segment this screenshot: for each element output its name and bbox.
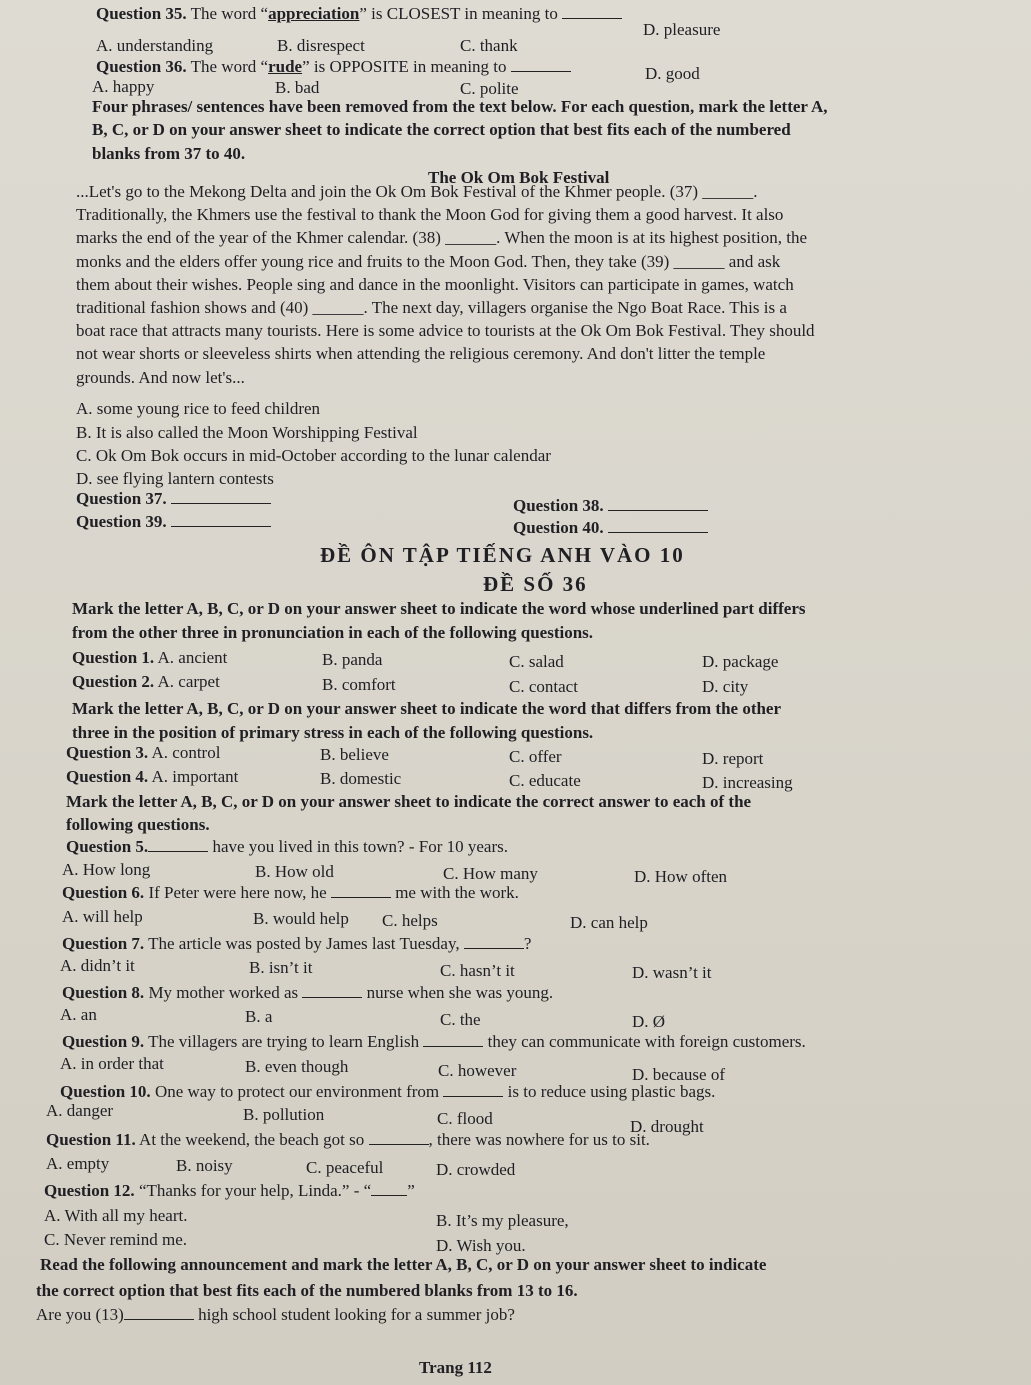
- answer-line-38: [513, 496, 708, 516]
- q35-option-b: B. disrespect: [277, 36, 365, 55]
- q5-option-b: B. How old: [255, 862, 334, 881]
- q5-option-c: C. How many: [443, 864, 538, 883]
- passage-line: boat race that attracts many tourists. Here is some advice to tourists at the Ok Om Bok Festival. They should: [76, 321, 815, 341]
- q6-stem-part2: me with the work.: [390, 883, 519, 902]
- q4-option-b: B. domestic: [320, 769, 402, 788]
- q10-option-d: D. drought: [630, 1117, 704, 1136]
- q35-option-c: C. thank: [460, 36, 518, 55]
- answer-line-37: [76, 489, 271, 509]
- passage-body: [76, 180, 1002, 389]
- q35-keyword: appreciation: [268, 4, 360, 23]
- answer-label-37: Question 37.: [76, 489, 167, 508]
- q10-option-b: B. pollution: [243, 1105, 325, 1124]
- q4-label: Question 4.: [66, 767, 149, 786]
- q36-stem-part1: The word “: [190, 57, 269, 76]
- q2-label: Question 2.: [72, 672, 155, 691]
- answer-label-38: Question 38.: [513, 496, 604, 515]
- q7-stem-part2: ?: [523, 934, 532, 953]
- answer-line-40: [513, 518, 708, 538]
- q12-option-c: C. Never remind me.: [44, 1230, 188, 1249]
- q3-option-d: D. report: [702, 749, 764, 768]
- q12-stem-part1: “Thanks for your help, Linda.” - “: [134, 1181, 372, 1200]
- q7-option-c: C. hasn’t it: [440, 961, 515, 980]
- q11-label: Question 11.: [46, 1130, 136, 1149]
- q3-option-a: A. control: [151, 743, 221, 762]
- q9-blank: [423, 1034, 483, 1047]
- instruction-37-40-line2: B, C, or D on your answer sheet to indicate the correct option that best fits each of the numbered: [92, 120, 791, 139]
- q35-stem-part1: The word “: [190, 4, 269, 23]
- q5-option-d: D. How often: [634, 867, 728, 886]
- q3-option-c: C. offer: [509, 747, 562, 766]
- q7-stem: [62, 934, 531, 954]
- q7-option-b: B. isn’t it: [249, 958, 313, 977]
- q3-label: Question 3.: [66, 743, 149, 762]
- q11-blank: [369, 1132, 429, 1145]
- q3-option-b: B. believe: [320, 745, 389, 764]
- q36-blank: [511, 59, 571, 72]
- q7-stem-part1: The article was posted by James last Tuesday,: [144, 934, 464, 953]
- answer-blank-38: [608, 498, 708, 511]
- q36-option-d: D. good: [645, 64, 700, 83]
- q6-option-a: A. will help: [62, 907, 143, 926]
- q10-blank: [443, 1084, 503, 1097]
- answer-blank-37: [171, 491, 271, 504]
- q2-option-a: A. carpet: [157, 672, 220, 691]
- passage-line: marks the end of the year of the Khmer calendar. (38) ______. When the moon is at its highest position, the: [76, 228, 807, 248]
- q4-option-c: C. educate: [509, 771, 581, 790]
- q36-keyword: rude: [268, 57, 303, 76]
- q11-stem-part1: At the weekend, the beach got so: [135, 1130, 369, 1149]
- q11-stem-part2: , there was nowhere for us to sit.: [428, 1130, 650, 1149]
- q12-blank: [371, 1183, 407, 1196]
- q1-label: Question 1.: [72, 648, 155, 667]
- q13-stem: [36, 1305, 515, 1325]
- q5-option-a: A. How long: [62, 860, 151, 879]
- q5-stem: [66, 837, 508, 857]
- passage-line: them about their wishes. People sing and dance in the moonlight. Visitors can participate in games, watch: [76, 274, 794, 294]
- instruction-stress-line2: three in the position of primary stress in each of the following questions.: [72, 723, 594, 742]
- q9-option-d: D. because of: [632, 1065, 725, 1084]
- answer-line-39: [76, 512, 271, 532]
- q10-option-c: C. flood: [437, 1109, 493, 1128]
- q2-option-b: B. comfort: [322, 675, 396, 694]
- q35-option-d: D. pleasure: [643, 20, 721, 39]
- q35-stem: [96, 4, 622, 24]
- exam-heading: ĐỀ ÔN TẬP TIẾNG ANH VÀO 10: [320, 543, 685, 567]
- instruction-correct-answer-line2: following questions.: [66, 815, 210, 834]
- q2-row: [72, 672, 220, 692]
- q11-option-c: C. peaceful: [306, 1158, 384, 1177]
- answer-blank-39: [171, 514, 271, 527]
- q7-label: Question 7.: [62, 934, 145, 953]
- q9-option-b: B. even though: [245, 1057, 349, 1076]
- exam-number: ĐỀ SỐ 36: [483, 572, 588, 596]
- q35-blank: [562, 6, 622, 19]
- q8-option-d: D. Ø: [632, 1012, 666, 1031]
- instruction-37-40-line3: blanks from 37 to 40.: [92, 144, 246, 163]
- instruction-announcement-line1: Read the following announcement and mark the letter A, B, C, or D on your answer sheet to indicate: [40, 1255, 767, 1274]
- passage-option-c: C. Ok Om Bok occurs in mid-October according to the lunar calendar: [76, 446, 551, 465]
- q8-stem-part1: My mother worked as: [144, 983, 303, 1002]
- instruction-pronunciation-line2: from the other three in pronunciation in each of the following questions.: [72, 623, 594, 642]
- passage-line: monks and the elders offer young rice and fruits to the Moon God. Then, they take (39) ______ and ask: [76, 251, 781, 271]
- q4-option-a: A. important: [151, 767, 239, 786]
- passage-option-d: D. see flying lantern contests: [76, 469, 274, 488]
- q6-label: Question 6.: [62, 883, 145, 902]
- q9-option-c: C. however: [438, 1061, 517, 1080]
- q12-stem: [44, 1181, 415, 1201]
- q1-option-d: D. package: [702, 652, 779, 671]
- q6-stem: [62, 883, 519, 903]
- q36-stem-part2: ” is OPPOSITE in meaning to: [302, 57, 507, 76]
- q10-stem: [60, 1082, 715, 1102]
- q11-stem: [46, 1130, 650, 1150]
- q5-blank: [148, 839, 208, 852]
- q11-option-b: B. noisy: [176, 1156, 233, 1175]
- q13-stem-part1: Are you (13): [36, 1305, 124, 1324]
- passage-title: The Ok Om Bok Festival: [428, 168, 610, 187]
- q6-option-d: D. can help: [570, 913, 648, 932]
- q5-stem-part2: have you lived in this town? - For 10 years.: [208, 837, 508, 856]
- q9-label: Question 9.: [62, 1032, 145, 1051]
- q6-stem-part1: If Peter were here now, he: [144, 883, 331, 902]
- q1-row: [72, 648, 227, 668]
- answer-blank-40: [608, 520, 708, 533]
- q8-option-a: A. an: [60, 1005, 97, 1024]
- q6-option-c: C. helps: [382, 911, 438, 930]
- q8-stem-part2: nurse when she was young.: [362, 983, 554, 1002]
- page-number: Trang 112: [419, 1358, 492, 1377]
- q8-blank: [302, 985, 362, 998]
- q9-option-a: A. in order that: [60, 1054, 164, 1073]
- q9-stem-part1: The villagers are trying to learn English: [144, 1032, 424, 1051]
- passage-line: ...Let's go to the Mekong Delta and join the Ok Om Bok Festival of the Khmer people. (37) ______.: [76, 182, 758, 201]
- q12-option-b: B. It’s my pleasure,: [436, 1211, 569, 1230]
- q6-blank: [331, 885, 391, 898]
- q9-stem-part2: they can communicate with foreign customers.: [483, 1032, 806, 1051]
- q7-option-d: D. wasn’t it: [632, 963, 712, 982]
- q35-stem-part2: ” is CLOSEST in meaning to: [359, 4, 558, 23]
- q36-option-a: A. happy: [92, 77, 155, 96]
- q13-stem-part2: high school student looking for a summer job?: [193, 1305, 515, 1324]
- q36-label: Question 36.: [96, 57, 187, 76]
- q2-option-d: D. city: [702, 677, 749, 696]
- q4-row: [66, 767, 238, 787]
- passage-line: grounds. And now let's...: [76, 367, 245, 387]
- q2-option-c: C. contact: [509, 677, 578, 696]
- q1-option-c: C. salad: [509, 652, 564, 671]
- q1-option-a: A. ancient: [157, 648, 228, 667]
- q11-option-d: D. crowded: [436, 1160, 516, 1179]
- q8-option-c: C. the: [440, 1010, 481, 1029]
- instruction-stress-line1: Mark the letter A, B, C, or D on your answer sheet to indicate the word that differs from the other: [72, 699, 782, 718]
- q1-option-b: B. panda: [322, 650, 383, 669]
- q11-option-a: A. empty: [46, 1154, 110, 1173]
- q12-stem-part2: ”: [407, 1181, 415, 1200]
- q36-option-c: C. polite: [460, 79, 519, 98]
- q12-label: Question 12.: [44, 1181, 135, 1200]
- passage-option-a: A. some young rice to feed children: [76, 399, 321, 418]
- q8-label: Question 8.: [62, 983, 145, 1002]
- instruction-correct-answer-line1: Mark the letter A, B, C, or D on your answer sheet to indicate the correct answer to each of the: [66, 792, 752, 811]
- q10-stem-part2: is to reduce using plastic bags.: [503, 1082, 716, 1101]
- q9-stem: [62, 1032, 806, 1052]
- instruction-37-40-line1: Four phrases/ sentences have been removed from the text below. For each question, mark the letter A,: [92, 97, 828, 116]
- q13-blank: [124, 1307, 194, 1320]
- q35-option-a: A. understanding: [96, 36, 214, 55]
- q10-label: Question 10.: [60, 1082, 151, 1101]
- q7-option-a: A. didn’t it: [60, 956, 135, 975]
- q10-option-a: A. danger: [46, 1101, 114, 1120]
- q6-option-b: B. would help: [253, 909, 349, 928]
- q36-stem: [96, 57, 571, 77]
- q3-row: [66, 743, 220, 763]
- instruction-pronunciation-line1: Mark the letter A, B, C, or D on your answer sheet to indicate the word whose underlined part differs: [72, 599, 806, 618]
- q8-option-b: B. a: [245, 1007, 273, 1026]
- q8-stem: [62, 983, 553, 1003]
- passage-option-b: B. It is also called the Moon Worshipping Festival: [76, 423, 418, 442]
- instruction-announcement-line2: the correct option that best fits each of the numbered blanks from 13 to 16.: [36, 1281, 578, 1300]
- q10-stem-part1: One way to protect our environment from: [150, 1082, 444, 1101]
- q12-option-d: D. Wish you.: [436, 1236, 526, 1255]
- passage-line: not wear shorts or sleeveless shirts when attending the religious ceremony. And don't litter the temple: [76, 344, 766, 364]
- q5-label: Question 5.: [66, 837, 149, 856]
- q4-option-d: D. increasing: [702, 773, 793, 792]
- answer-label-39: Question 39.: [76, 512, 167, 531]
- q7-blank: [464, 936, 524, 949]
- answer-label-40: Question 40.: [513, 518, 604, 537]
- q35-label: Question 35.: [96, 4, 187, 23]
- passage-line: Traditionally, the Khmers use the festival to thank the Moon God for giving them a good harvest. It also: [76, 205, 784, 225]
- passage-line: traditional fashion shows and (40) ______. The next day, villagers organise the Ngo Boat Race. This is a: [76, 298, 787, 318]
- q12-option-a: A. With all my heart.: [44, 1206, 188, 1225]
- q36-option-b: B. bad: [275, 78, 320, 97]
